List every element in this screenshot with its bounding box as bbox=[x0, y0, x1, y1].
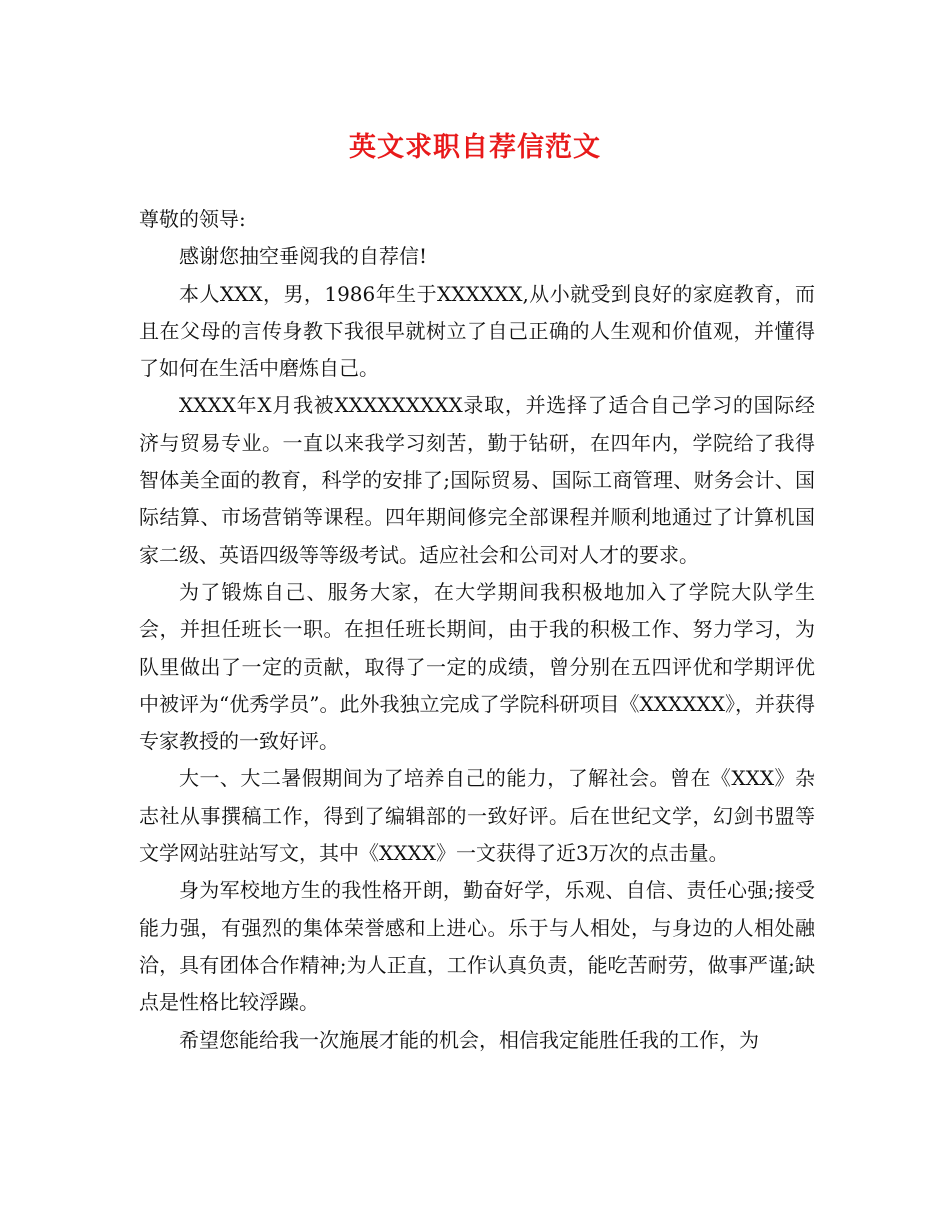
document-title: 英文求职自荐信范文 bbox=[349, 132, 601, 163]
salutation: 尊敬的领导: bbox=[139, 207, 246, 231]
letter-body bbox=[139, 201, 815, 1059]
paragraph-closing: 希望您能给我一次施展才能的机会，相信我定能胜任我的工作，为 bbox=[179, 1027, 759, 1052]
paragraph-student-union: 为了锻炼自己、服务大家，在大学期间我积极地加入了学院大队学生会，并担任班长一职。在担任班长期间，由于我的积极工作、努力学习，为队里做出了一定的贡献，取得了一定的成绩，曾分别在五四评优和学期评优中被评为“优秀学员”。此外我独立完成了学院科研项目《XXXXXX》，并获得专家教授的一致好评。 bbox=[139, 579, 815, 754]
paragraph-education: XXXX年X月我被XXXXXXXXX录取，并选择了适合自己学习的国际经济与贸易专业。一直以来我学习刻苦，勤于钻研，在四年内，学院给了我得智体美全面的教育，科学的安排了;国际贸易、国际工商管理、财务会计、国际结算、市场营销等课程。四年期间修完全部课程并顺利地通过了计算机国家二级、英语四级等等级考试。适应社会和公司对人才的要求。 bbox=[139, 393, 815, 567]
paragraph-personal-background: 本人XXX，男，1986年生于XXXXXX,从小就受到良好的家庭教育，而且在父母的言传身教下我很早就树立了自己正确的人生观和价值观，并懂得了如何在生活中磨炼自己。 bbox=[139, 281, 815, 381]
paragraph-personality: 身为军校地方生的我性格开朗，勤奋好学，乐观、自信、责任心强;接受能力强，有强烈的集体荣誉感和上进心。乐于与人相处，与身边的人相处融洽，具有团体合作精神;为人正直，工作认真负责，能吃苦耐劳，做事严谨;缺点是性格比较浮躁。 bbox=[139, 878, 815, 1015]
paragraph-thanks: 感谢您抽空垂阅我的自荐信! bbox=[179, 244, 428, 269]
paragraph-summer-experience: 大一、大二暑假期间为了培养自己的能力，了解社会。曾在《XXX》杂志社从事撰稿工作，得到了编辑部的一致好评。后在世纪文学，幻剑书盟等文学网站驻站写文，其中《XXXX》一文获得了近3万次的点击量。 bbox=[139, 766, 815, 866]
